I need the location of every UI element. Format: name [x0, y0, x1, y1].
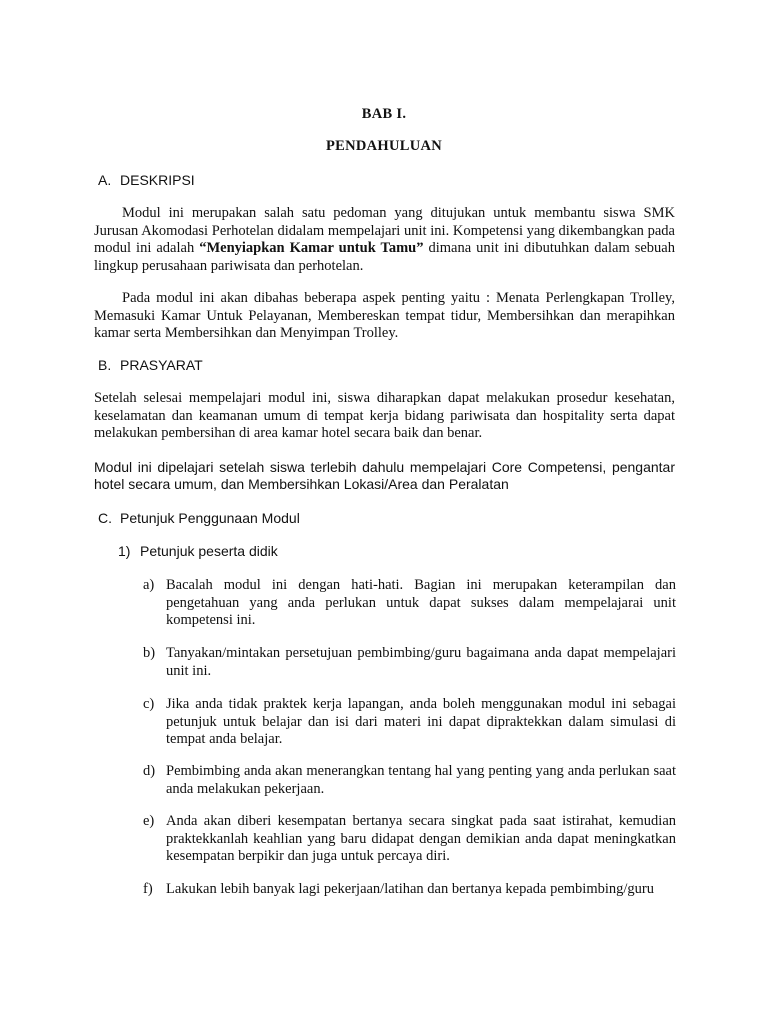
- list-item-marker: c): [143, 696, 155, 712]
- list-item-text: Pembimbing anda akan menerangkan tentang hal yang penting yang anda perlukan saat anda melakukan pekerjaan.: [166, 763, 676, 797]
- list-item-text: Bacalah modul ini dengan hati-hati. Bagian ini merupakan keterampilan dan pengetahuan yang anda perlukan untuk dapat sukses dalam mempelajarai unit kompetensi ini.: [166, 577, 676, 628]
- section-letter: C.: [98, 510, 112, 526]
- deskripsi-paragraph-2: Pada modul ini akan dibahas beberapa aspek penting yaitu : Menata Perlengkapan Trolley, Memasuki Kamar Untuk Pelayanan, Membereskan tempat tidur, Membersihkan dan merapihkan kamar serta Membersihkan dan Menyimpan Trolley.: [94, 290, 675, 341]
- subsection-number: 1): [118, 543, 131, 559]
- list-item-marker: b): [143, 645, 156, 661]
- list-item: [143, 881, 676, 899]
- section-letter: B.: [98, 357, 112, 373]
- deskripsi-paragraph-1: Modul ini merupakan salah satu pedoman yang ditujukan untuk membantu siswa SMK Jurusan Akomodasi Perhotelan didalam mempelajari unit ini. Kompetensi yang dikembangkan pada modul ini adalah “Menyiapkan Kamar untuk Tamu” dimana unit ini dibutuhkan dalam sebuah lingkup perusahaan pariwisata dan perhotelan.: [94, 205, 675, 274]
- list-item: [143, 577, 676, 630]
- list-item-text: Jika anda tidak praktek kerja lapangan, anda boleh menggunakan modul ini sebagai petunjuk untuk belajar dan isi dari materi ini dapat dipraktekkan dalam simulasi di tempat anda belajar.: [166, 696, 676, 747]
- competency-title: “Menyiapkan Kamar untuk Tamu”: [199, 240, 424, 256]
- list-item-marker: f): [143, 881, 153, 897]
- prasyarat-paragraph-2: Modul ini dipelajari setelah siswa terlebih dahulu mempelajari Core Competensi, pengantar hotel secara umum, dan Membersihkan Lokasi/Area dan Peralatan: [94, 459, 675, 492]
- list-item-text: Tanyakan/mintakan persetujuan pembimbing/guru bagaimana anda dapat mempelajari unit ini.: [166, 645, 676, 679]
- chapter-subtitle: PENDAHULUAN: [325, 138, 443, 154]
- subsection-label: Petunjuk peserta didik: [140, 543, 278, 559]
- section-heading-deskripsi: [98, 172, 195, 188]
- list-item: [143, 645, 676, 680]
- list-item: [143, 696, 676, 749]
- section-label: PRASYARAT: [120, 357, 203, 373]
- section-heading-prasyarat: [98, 357, 203, 373]
- list-item-marker: a): [143, 577, 155, 593]
- list-item-text: Anda akan diberi kesempatan bertanya secara singkat pada saat istirahat, kemudian praktekkanlah keahlian yang baru didapat dengan demikian anda dapat meningkatkan kesempatan berpikir dan juga untuk percaya diri.: [166, 813, 676, 864]
- list-item: [143, 813, 676, 866]
- section-label: Petunjuk Penggunaan Modul: [120, 510, 300, 526]
- section-heading-petunjuk: [98, 510, 300, 526]
- list-item-marker: d): [143, 763, 156, 779]
- prasyarat-paragraph-1: Setelah selesai mempelajari modul ini, siswa diharapkan dapat melakukan prosedur kesehatan, keselamatan dan keamanan umum di tempat kerja bidang pariwisata dan hospitality serta dapat melakukan pembersihan di area kamar hotel secara baik dan benar.: [94, 390, 675, 441]
- subsection-heading-peserta-didik: [118, 543, 278, 559]
- list-item-marker: e): [143, 813, 155, 829]
- list-item: [143, 763, 676, 798]
- section-label: DESKRIPSI: [120, 172, 195, 188]
- chapter-title: BAB I.: [361, 106, 407, 122]
- list-item-text: Lakukan lebih banyak lagi pekerjaan/latihan dan bertanya kepada pembimbing/guru: [166, 881, 654, 897]
- section-letter: A.: [98, 172, 112, 188]
